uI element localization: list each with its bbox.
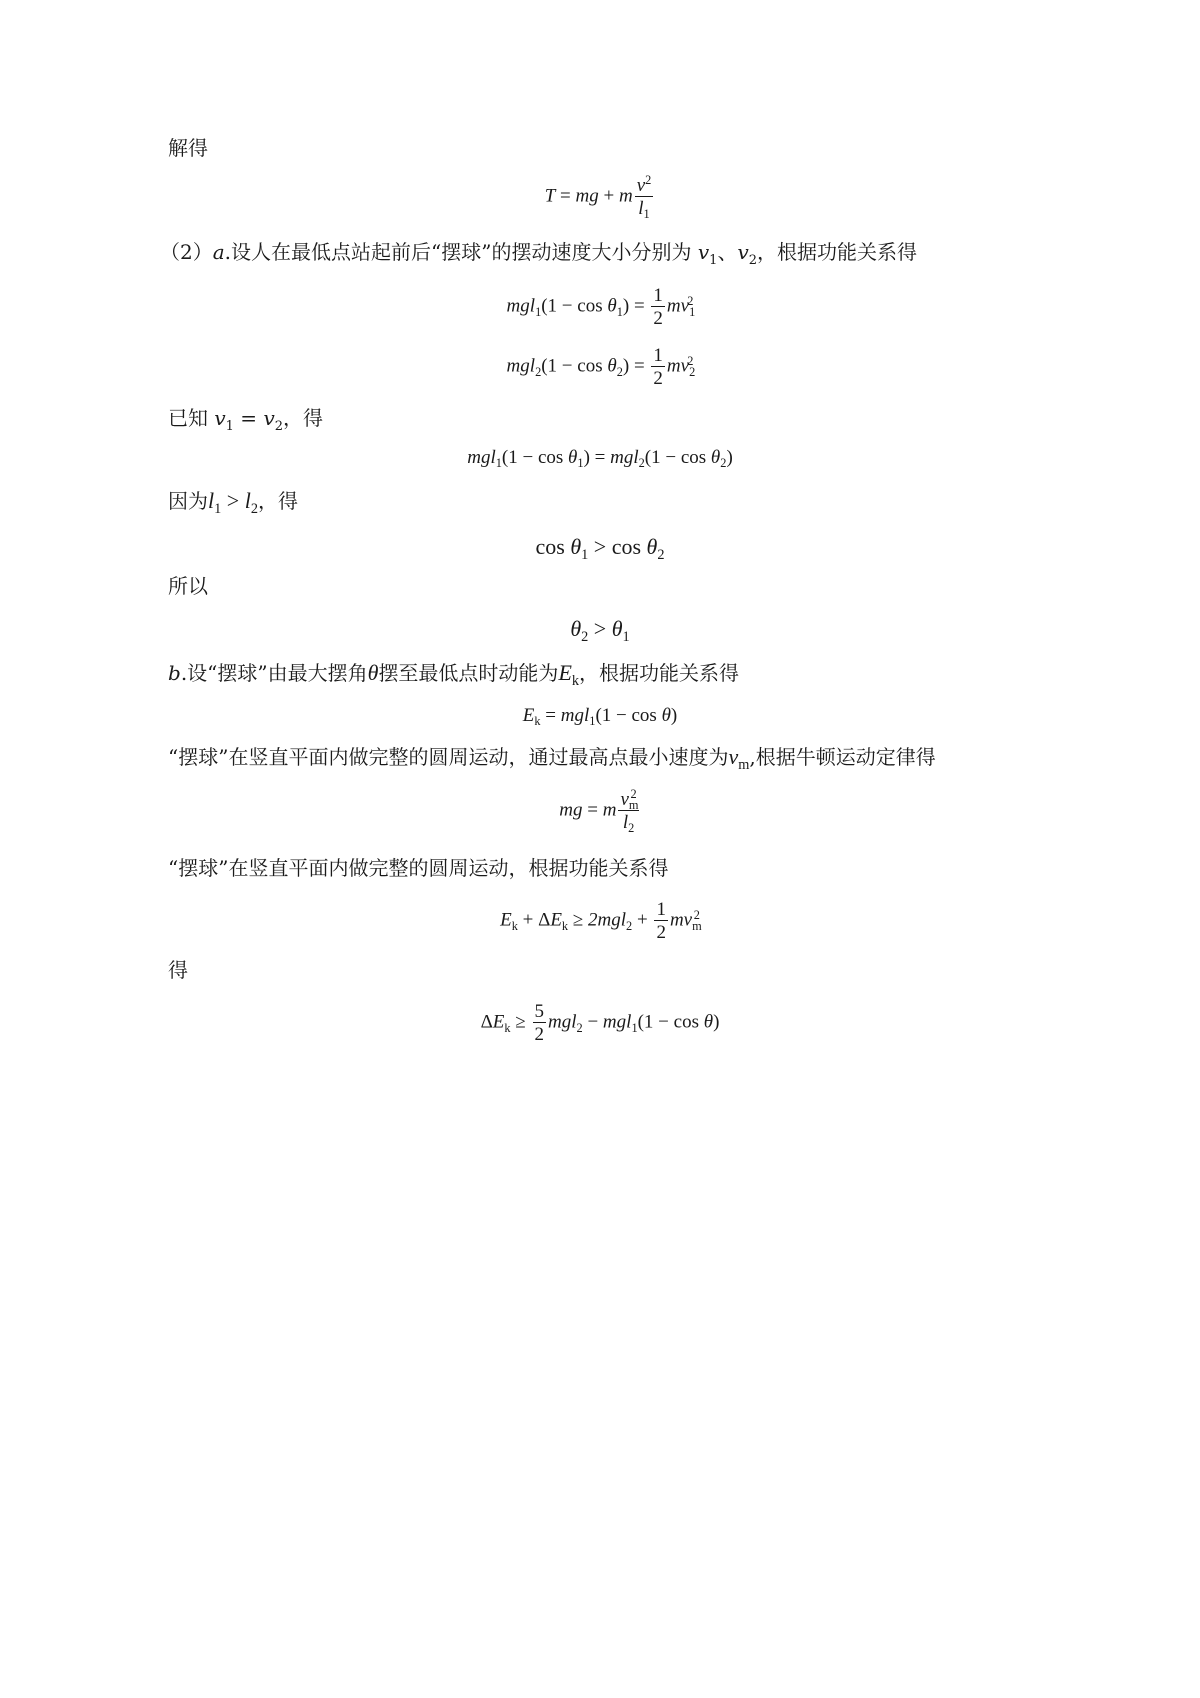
text-circle-energy: “摆球”在竖直平面内做完整的圆周运动，根据功能关系得: [168, 856, 669, 880]
text-yinwei: 因为$l_1 > l_2$，得: [168, 488, 298, 517]
text-suoyi: 所以: [168, 574, 208, 598]
equation-tension: T = mg + m $\frac{v^2}{l_1}$: [544, 173, 652, 222]
text-de: 得: [168, 958, 188, 982]
equation-final-result: $\Delta E_k$ ≥ $\frac{5}{2}$ mgl$_2$ − mgl$_1$(1 − cos θ): [480, 1001, 720, 1045]
equation-energy-2: $mgl_2(1 - \cos \theta_2)$ = $\frac{1}{2}$ $mv_2^2$: [506, 345, 696, 389]
equation-energy-1: $mgl_1(1 - \cos \theta_1)$ = $\frac{1}{2}$ $mv_1^2$: [506, 285, 696, 329]
equation-energy-inequality: $E_k + \Delta E_k \ge 2mgl_2$ + $\frac{1}{2}$ $mv_m^2$: [500, 899, 702, 943]
text-circle-newton: “摆球”在竖直平面内做完整的圆周运动，通过最高点最小速度为$v_m$,根据牛顿运动定律得: [168, 744, 936, 773]
text-part-b-intro: b.设“摆球”由最大摆角θ摆至最低点时动能为$E_k$，根据功能关系得: [168, 660, 740, 689]
equation-theta-compare: $\theta_2 > \theta_1$: [570, 616, 630, 645]
text-yizhi: 已知 $v_1 = v_2$，得: [168, 406, 324, 434]
equation-energy-equal: $mgl_1(1 - \cos \theta_1) = mgl_2(1 - \cos \theta_2)$: [467, 447, 733, 471]
text-jiede: 解得: [168, 136, 208, 160]
equation-cos-compare: $\cos \theta_1 > \cos \theta_2$: [535, 534, 665, 563]
equation-kinetic: $E_k = mgl_1(1 - \cos \theta)$: [522, 705, 678, 729]
equation-centripetal: mg = m $\frac{v_m^2}{l_2}$: [559, 787, 639, 836]
text-part2-intro: （2）a.设人在最低点站起前后“摆球”的摆动速度大小分别为 $v_1$、$v_2$，根据功能关系得: [160, 240, 918, 268]
